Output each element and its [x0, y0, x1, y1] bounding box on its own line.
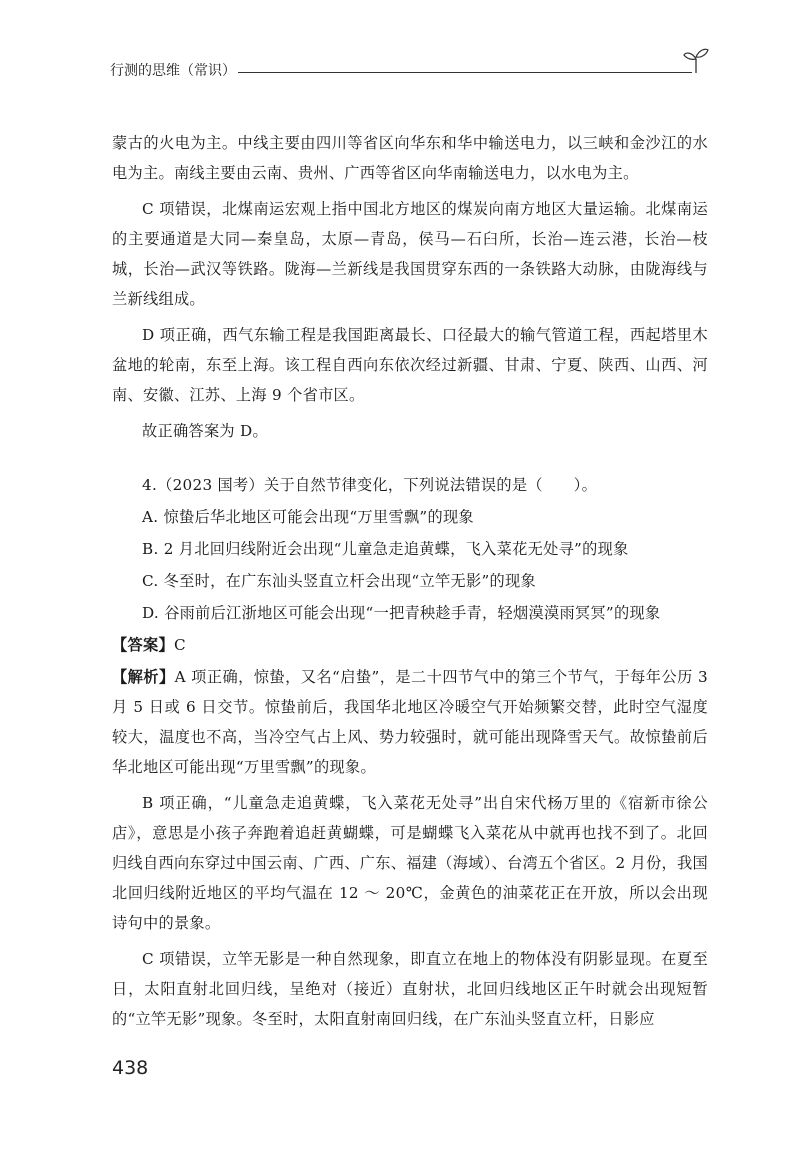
sprout-icon [682, 46, 710, 74]
header-title: 行测的思维（常识） [110, 63, 236, 79]
analysis-text: A 项正确，惊蛰，又名“启蛰”，是二十四节气中的第三个节气，于每年公历 3 月 5 日或 6 日交节。惊蛰前后，我国华北地区冷暖空气开始频繁交替，此时空气湿度较大，温度也不高，当冷空气占上风、势力较强时，就可能出现降雪天气。故惊蛰前后华北地区可能出现“万里雪飘”的现象。 [112, 668, 709, 776]
header-rule [238, 72, 692, 73]
question-option-b: B. 2 月北回归线附近会出现“儿童急走追黄蝶，飞入菜花无处寻”的现象 [142, 540, 629, 558]
analysis-paragraph [112, 662, 708, 782]
analysis-option-c: C 项错误，立竿无影是一种自然现象，即直立在地上的物体没有阴影显现。在夏至日，太阳直射北回归线，呈绝对（接近）直射状，北回归线地区正午时就会出现短暂的“立竿无影”现象。冬至时，太阳直射南回归线，在广东汕头竖直立杆，日影应 [112, 950, 708, 1028]
question-stem: 4.（2023 国考）关于自然节律变化，下列说法错误的是（ ）。 [142, 476, 598, 494]
analysis-label: 【解析】 [112, 668, 175, 686]
paragraph-continued: 蒙古的火电为主。中线主要由四川等省区向华东和华中输送电力，以三峡和金沙江的水电为主。南线主要由云南、贵州、广西等省区向华南输送电力，以水电为主。 [112, 134, 708, 182]
answer-value: C [173, 636, 186, 654]
question-option-d: D. 谷雨前后江浙地区可能会出现“一把青秧趁手青，轻烟漠漠雨冥冥”的现象 [142, 604, 661, 622]
section-gap [112, 452, 708, 470]
page-number: 438 [112, 1057, 149, 1079]
paragraph-option-d: D 项正确，西气东输工程是我国距离最长、口径最大的输气管道工程，西起塔里木盆地的轮南，东至上海。该工程自西向东依次经过新疆、甘肃、宁夏、陕西、山西、河南、安徽、江苏、上海 9 个省市区。 [112, 326, 708, 404]
answer-line [112, 630, 708, 660]
paragraph-conclusion: 故正确答案为 D。 [142, 422, 269, 440]
page-content [112, 128, 708, 1040]
running-header [110, 58, 710, 88]
paragraph-option-c: C 项错误，北煤南运宏观上指中国北方地区的煤炭向南方地区大量运输。北煤南运的主要通道是大同—秦皇岛，太原—青岛，侯马—石臼所，长治—连云港，长治—枝城，长治—武汉等铁路。陇海—兰新线是我国贯穿东西的一条铁路大动脉，由陇海线与兰新线组成。 [112, 200, 708, 308]
answer-label: 【答案】 [112, 636, 174, 654]
analysis-option-b: B 项正确，“儿童急走追黄蝶，飞入菜花无处寻”出自宋代杨万里的《宿新市徐公店》，意思是小孩子奔跑着追赶黄蝴蝶，可是蝴蝶飞入菜花从中就再也找不到了。北回归线自西向东穿过中国云南、广西、广东、福建（海域）、台湾五个省区。2 月份，我国北回归线附近地区的平均气温在 12 ～ 20℃，金黄色的油菜花正在开放，所以会出现诗句中的景象。 [112, 794, 709, 932]
question-option-c: C. 冬至时，在广东汕头竖直立杆会出现“立竿无影”的现象 [142, 572, 536, 590]
question-option-a: A. 惊蛰后华北地区可能会出现“万里雪飘”的现象 [142, 508, 474, 526]
